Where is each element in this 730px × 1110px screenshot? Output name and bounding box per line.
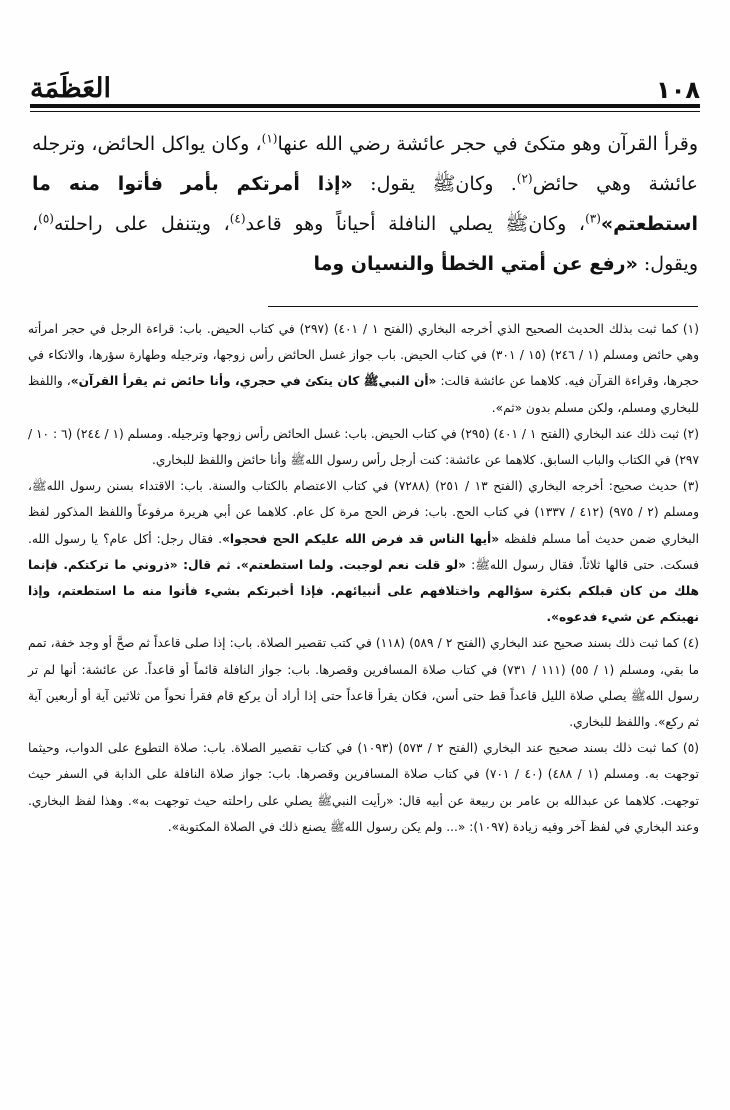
page-header [30, 58, 700, 102]
main-text-part: ، ويقول: [32, 213, 698, 275]
main-text-part: ، وكان يواكل الحائض، وترجله عائشة وهي حائض [32, 133, 699, 195]
footnote-text: (٥) كما ثبت ذلك بسند صحيح عند البخاري (الفتح ٢ / ٥٧٣) (١٠٩٣) في كتاب تقصير الصلاة. باب: صلاة التطوع على الدواب، وحيثما توجهت به. ومسلم (١ / ٤٨٨) (٤٠ / ٧٠١) في كتاب صلاة المسافرين وقصرها. باب: جواز صلاة النافلة على الدابة في السفر حيث توجهت. كلاهما عن عبدالله بن عامر بن ربيعة عن أبيه قال: «رأيت النبيﷺ يصلي على راحلته حيث توجهت به». وهذا لفظ البخاري. وعند البخاري في لفظ آخر وفيه زيادة (١٠٩٧): «... ولم يكن رسول اللهﷺ يصنع ذلك في الصلاة المكتوبة». [28, 741, 699, 834]
footnote-text: (٢) ثبت ذلك عند البخاري (الفتح ١ / ٤٠١) (٢٩٥) في كتاب الحيض. باب: غسل الحائض رأس زوجها وترجيله. ومسلم (١ / ٢٤٤) (٦ : ١٠ / ٢٩٧) في الكتاب والباب السابق. كلاهما عن عائشة: كنت أرجل رأس رسول اللهﷺ وأنا حائض واللفظ للبخاري. [28, 426, 699, 468]
footnote-ref-1: (١) [261, 131, 278, 146]
footnote-separator [268, 306, 698, 307]
main-text [32, 124, 698, 284]
footnotes [28, 316, 702, 840]
footnote-4 [28, 630, 702, 735]
header-rule [30, 104, 700, 108]
footnote-1 [28, 316, 702, 421]
main-text-part: وقرأ القرآن وهو متكئ في حجر عائشة رضي الله عنها [277, 133, 698, 155]
hadith-quote-1: «إذا أمرتكم بأمر فأتوا منه ما استطعتم» [32, 173, 699, 235]
main-text-part: . وكانﷺ يقول: [352, 173, 517, 195]
footnote-text: (١) كما ثبت بذلك الحديث الصحيح الذي أخرجه البخاري (الفتح ١ / ٤٠١) (٢٩٧) في كتاب الحيض. باب: قراءة الرجل في حجر امرأته وهي حائض ومسلم (١ / ٢٤٦) (١٥ / ٣٠١) في كتاب الحيض. باب جواز غسل الحائض رأس زوجها، وترجيله وطهارة سؤرها، والاتكاء في حجرها، وقراءة القرآن فيه. كلاهما عن عائشة قالت: [28, 322, 699, 389]
footnote-ref-5: (٥) [38, 211, 54, 226]
footnote-3 [28, 473, 702, 630]
footnote-ref-3: (٣) [585, 211, 601, 226]
footnote-text: ، واللفظ للبخاري ومسلم، ولكن مسلم بدون «ثم». [28, 374, 699, 415]
main-text-part: ، وكانﷺ يصلي النافلة أحياناً وهو قاعد [245, 213, 586, 235]
footnote-ref-4: (٤) [229, 211, 246, 226]
footnote-5 [28, 735, 702, 840]
footnote-ref-2: (٢) [516, 171, 533, 186]
footnote-quote: «أن النبيﷺ كان يتكئ في حجري، وأنا حائض ثم يقرأ القرآن» [70, 374, 437, 389]
main-text-part: ، ويتنفل على راحلته [53, 213, 230, 235]
page-number: ١٠٨ [656, 76, 700, 104]
footnote-text: (٣) حديث صحيح: أخرجه البخاري (الفتح ١٣ / ٢٥١) (٧٢٨٨) في كتاب الاعتصام بالكتاب والسنة. باب: الاقتداء بسنن رسول اللهﷺ، ومسلم (٢ / ٩٧٥) (٤١٢ / ١٣٣٧) في كتاب الحج. باب: فرض الحج مرة كل عام. كلاهما عن أبي هريرة مرفوعاً واللفظ المذكور لفظ البخاري ضمن حديث أما مسلم فلفظه [28, 479, 700, 546]
footnote-quote: «لو قلت نعم لوجبت. ولما استطعتم». ثم قال: «ذروني ما تركتكم. فإنما هلك من كان قبلكم بكثرة سؤالهم واختلافهم على أنبيائهم. فإذا أخبرتكم بشيء فأتوا منه ما استطعتم، وإذا نهيتكم عن شيء فدعوه». [28, 557, 699, 625]
footnote-text: (٤) كما ثبت ذلك بسند صحيح عند البخاري (الفتح ٢ / ٥٨٩) (١١٨) في كتب تقصير الصلاة. باب: إذا صلى قاعداً ثم صحَّ أو وجد خفة، تمم ما بقي، ومسلم (١ / ٥٥) (١١١ / ٧٣١) في كتاب صلاة المسافرين وقصرها. باب: جواز النافلة قائماً أو قاعداً. عن عائشة: أنها لم تر رسول اللهﷺ يصلي صلاة الليل قاعداً قط حتى أسن، فكان يقرأ قاعداً حتى إذا أراد أن يركع قام فقرأ نحواً من ثلاثين آية أو أربعين آية ثم ركع». واللفظ للبخاري. [28, 636, 700, 730]
hadith-quote-2: «رفع عن أمتي الخطأ والنسيان وما [313, 253, 638, 275]
running-title: العَظَمَة [30, 73, 111, 104]
footnote-text: . فقال رجل: أكل عام؟ يا رسول الله. فسكت. حتى قالها ثلاثاً. فقال رسول اللهﷺ: [28, 531, 699, 572]
footnote-quote: «أيها الناس قد فرض الله عليكم الحج فحجوا» [222, 531, 500, 546]
footnote-2 [28, 421, 702, 473]
